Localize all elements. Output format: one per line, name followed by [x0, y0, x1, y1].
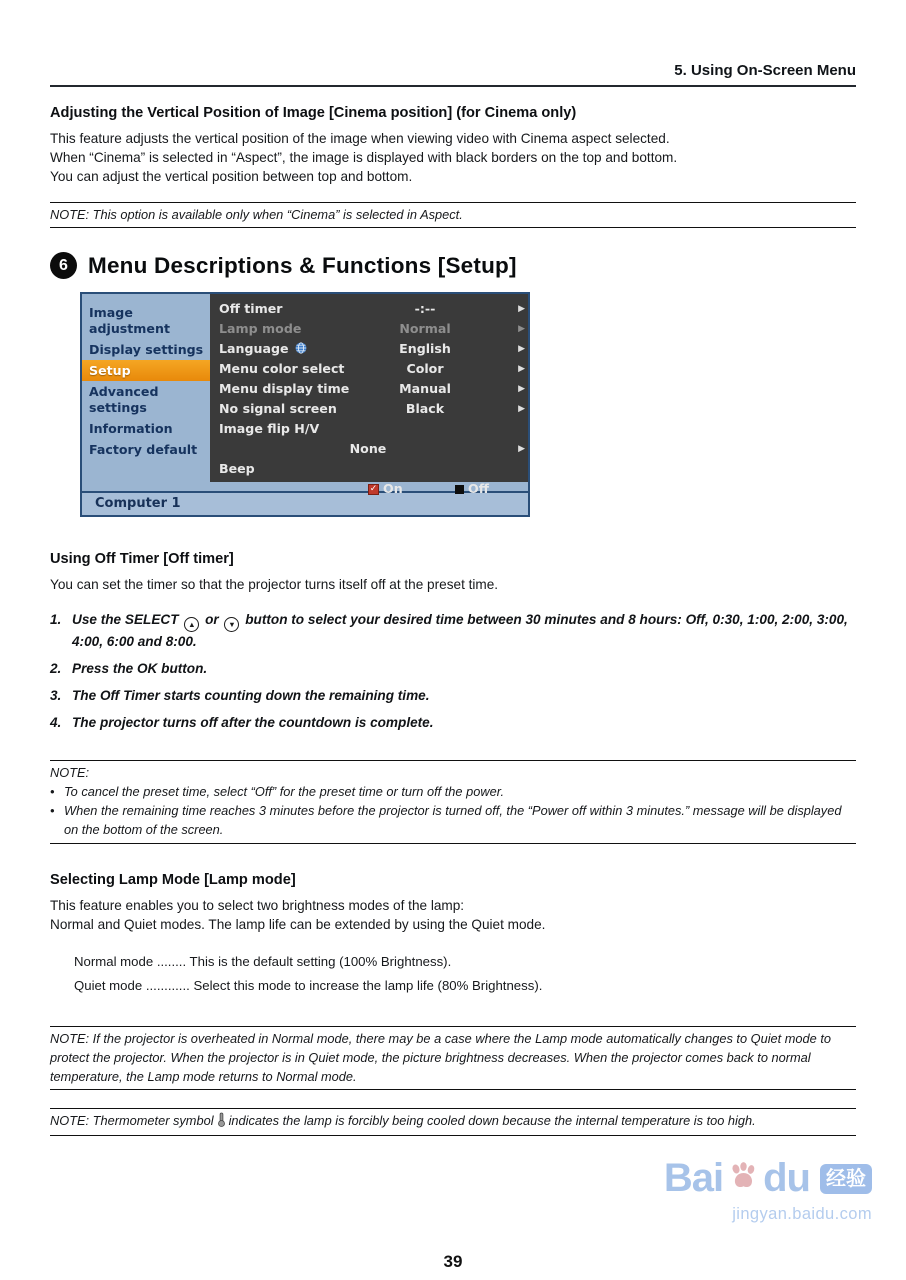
step-number: 1. — [50, 612, 62, 627]
quiet-mode-definition: Quiet mode ............ Select this mode to increase the lamp life (80% Brightness). — [74, 978, 543, 993]
lamp-mode-value: Normal — [399, 321, 451, 336]
sidebar-item-advanced-settings: Advanced settings — [89, 383, 159, 415]
body-line: This feature enables you to select two brightness modes of the lamp: — [50, 898, 465, 913]
baidu-logo-text-bai: Bai — [663, 1156, 724, 1200]
body-line: You can adjust the vertical position between top and bottom. — [50, 169, 413, 184]
jingyan-url: jingyan.baidu.com — [732, 1205, 872, 1223]
osd-row-menu-display-time — [210, 379, 528, 399]
osd-row-no-signal-screen — [210, 399, 528, 419]
osd-body — [82, 294, 528, 496]
osd-row-off-timer — [210, 299, 528, 319]
baidu-logo — [664, 1156, 872, 1201]
language-label: Language — [219, 341, 289, 356]
osd-row-image-flip-value — [210, 439, 528, 459]
lamp-mode-definitions — [50, 950, 856, 998]
right-arrow-icon: ▶ — [518, 384, 525, 394]
off-timer-note — [50, 760, 856, 844]
jingyan-badge: 经验 — [820, 1164, 872, 1194]
baidu-paw-icon — [727, 1160, 759, 1197]
image-flip-label: Image flip H/V — [219, 421, 320, 436]
menu-color-select-value: Color — [406, 361, 444, 376]
right-arrow-icon: ▶ — [518, 344, 525, 354]
off-timer-label: Off timer — [219, 301, 283, 316]
step-text: The Off Timer starts counting down the remaining time. — [72, 688, 430, 703]
normal-mode-definition: Normal mode ........ This is the default setting (100% Brightness). — [74, 954, 452, 969]
globe-icon — [295, 340, 307, 360]
menu-color-select-label: Menu color select — [219, 361, 345, 376]
lamp-overheat-note: NOTE: If the projector is overheated in Normal mode, there may be a case where the Lamp mode automatically changes to Quiet mode to protect the projector. When the projector is in Quiet mode, the picture brightness decreases. When the projector comes back to normal temperature, the Lamp mode returns to Normal mode. — [50, 1026, 856, 1090]
note-bullet — [50, 801, 856, 839]
right-arrow-icon: ▶ — [518, 444, 525, 454]
select-up-button-icon: ▲ — [184, 617, 199, 632]
step-4 — [50, 713, 856, 732]
body-line: Normal and Quiet modes. The lamp life can be extended by using the Quiet mode. — [50, 917, 546, 932]
off-timer-heading: Using Off Timer [Off timer] — [50, 551, 234, 567]
language-value: English — [399, 341, 451, 356]
thermometer-icon — [217, 1112, 226, 1132]
step-number: 2. — [50, 661, 62, 676]
note-title: NOTE: — [50, 765, 90, 780]
no-signal-screen-value: Black — [405, 401, 445, 416]
osd-row-lamp-mode — [210, 319, 528, 339]
note-bullet — [50, 782, 856, 801]
lamp-mode-heading: Selecting Lamp Mode [Lamp mode] — [50, 872, 296, 888]
baidu-logo-text-du: du — [763, 1156, 810, 1200]
bullet-icon: • — [50, 784, 55, 799]
off-timer-value: -:-- — [414, 301, 436, 316]
section-number-badge: 6 — [50, 252, 77, 279]
osd-row-image-flip — [210, 419, 528, 439]
sidebar-item-setup-selected: Setup — [82, 360, 210, 381]
note-bullet-text: When the remaining time reaches 3 minutes before the projector is turned off, the “Power off within 3 minutes.” message will be displayed on the bottom of the screen. — [64, 803, 842, 837]
cinema-position-body — [50, 129, 856, 186]
step-text: The projector turns off after the countdown is complete. — [72, 715, 434, 730]
image-flip-value: None — [349, 441, 387, 456]
osd-source-status-bar: Computer 1 — [82, 491, 528, 515]
baidu-watermark — [664, 1156, 872, 1224]
sidebar-item-information: Information — [89, 420, 173, 436]
beep-off-label: Off — [468, 481, 489, 496]
osd-row-beep — [210, 459, 528, 496]
bullet-icon: • — [50, 803, 55, 818]
off-timer-steps — [50, 610, 856, 732]
step-text-part: or — [205, 612, 219, 627]
menu-display-time-label: Menu display time — [219, 381, 350, 396]
chapter-header: 5. Using On-Screen Menu — [50, 62, 856, 87]
right-arrow-icon: ▶ — [518, 364, 525, 374]
cinema-position-heading: Adjusting the Vertical Position of Image [Cinema position] (for Cinema only) — [50, 105, 577, 121]
beep-label: Beep — [219, 461, 255, 476]
osd-menu-screenshot — [80, 292, 530, 517]
select-down-button-icon: ▼ — [224, 617, 239, 632]
lamp-mode-body — [50, 896, 856, 934]
note-text-part: indicates the lamp is forcibly being cooled down because the internal temperature is too high. — [228, 1113, 756, 1128]
beep-off-option — [455, 479, 489, 499]
body-line: This feature adjusts the vertical position of the image when viewing video with Cinema aspect selected. — [50, 131, 670, 146]
osd-panel — [210, 294, 528, 496]
setup-section-heading — [50, 252, 856, 279]
sidebar-item-image-adjustment: Image adjustment — [89, 304, 170, 336]
step-text — [72, 610, 856, 651]
step-number: 4. — [50, 715, 62, 730]
step-3 — [50, 686, 856, 705]
note-bullet-text: To cancel the preset time, select “Off” for the preset time or turn off the power. — [64, 784, 505, 799]
step-number: 3. — [50, 688, 62, 703]
thermometer-note — [50, 1108, 856, 1136]
step-text-part: button to select your desired time between 30 minutes and 8 hours: Off, 0:30, 1:00, 2:00, 3:00, 4:00, 6:00 and 8:00. — [72, 612, 848, 649]
sidebar-item-display-settings: Display settings — [89, 341, 204, 357]
beep-on-option — [368, 479, 403, 499]
beep-on-label: On — [383, 481, 403, 496]
lamp-mode-label: Lamp mode — [219, 321, 302, 336]
osd-sidebar — [82, 294, 210, 482]
off-timer-intro: You can set the timer so that the projector turns itself off at the preset time. — [50, 577, 499, 592]
no-signal-screen-label: No signal screen — [219, 401, 337, 416]
right-arrow-icon: ▶ — [518, 404, 525, 414]
body-line: When “Cinema” is selected in “Aspect”, the image is displayed with black borders on the top and bottom. — [50, 150, 678, 165]
page-number: 39 — [443, 1252, 463, 1271]
osd-row-language — [210, 339, 528, 359]
menu-display-time-value: Manual — [399, 381, 451, 396]
unchecked-box-icon — [455, 485, 464, 494]
note-text-part: NOTE: Thermometer symbol — [50, 1113, 214, 1128]
right-arrow-icon: ▶ — [518, 324, 525, 334]
section-title: Menu Descriptions & Functions [Setup] — [88, 252, 517, 278]
osd-row-menu-color-select — [210, 359, 528, 379]
step-text-part: Use the SELECT — [72, 612, 179, 627]
step-1 — [50, 610, 856, 651]
step-2 — [50, 659, 856, 678]
sidebar-item-factory-default: Factory default — [89, 441, 198, 457]
step-text: Press the OK button. — [72, 661, 208, 676]
cinema-note: NOTE: This option is available only when “Cinema” is selected in Aspect. — [50, 202, 856, 228]
checked-checkbox-icon — [368, 484, 379, 495]
right-arrow-icon: ▶ — [518, 304, 525, 314]
